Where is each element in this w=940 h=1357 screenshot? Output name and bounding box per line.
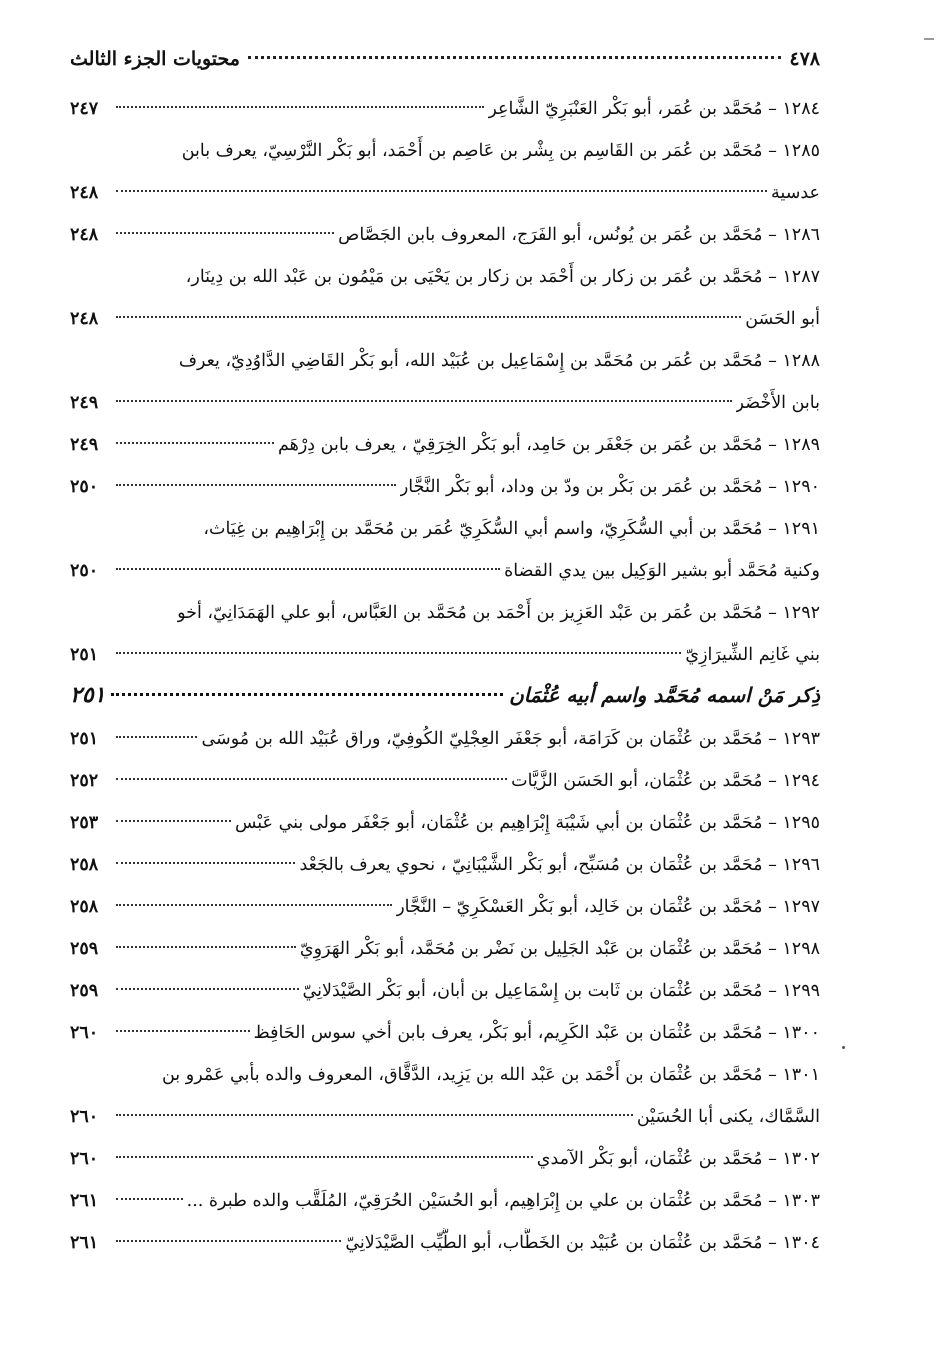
toc-entry xyxy=(70,346,820,430)
entry-page-number: ٢٤٧ xyxy=(70,99,99,119)
dot-leader xyxy=(116,568,500,570)
toc-entry xyxy=(70,1228,820,1270)
toc-entry xyxy=(70,892,820,934)
dot-leader xyxy=(116,1114,633,1116)
entries-list-b xyxy=(70,724,820,1270)
toc-entry xyxy=(70,262,820,346)
entry-text: أبو الحَسَن xyxy=(745,309,820,329)
toc-entry xyxy=(70,724,820,766)
entry-text: ١٢٨٥ – مُحَمَّد بن عُمَر بن القَاسِم بن بِشْر بن عَاصِم بن أَحْمَد، أبو بَكْر النَّرْسِيّ، يعرف بابن xyxy=(181,141,820,161)
entry-text: ١٢٩٥ – مُحَمَّد بن عُثْمَان بن أبي شَيْبَة إِبْرَاهِيم بن عُثْمَان، أبو جَعْفَر مولى بني عَبْس xyxy=(234,813,820,833)
toc-entry xyxy=(70,976,820,1018)
toc-entry xyxy=(70,94,820,136)
entry-page-number: ٢٦٠ xyxy=(70,1149,99,1169)
toc-entry xyxy=(70,850,820,892)
dot-leader xyxy=(116,442,274,444)
header-leader xyxy=(248,56,781,59)
entry-text: ١٣٠٣ – مُحَمَّد بن عُثْمَان بن علي بن إِبْرَاهِيم، أبو الحُسَيْن الحُرَقِيّ، المُلَقَّب والده طبرة ... xyxy=(186,1191,820,1211)
entry-line xyxy=(70,262,820,304)
entry-page-number: ٢٤٩ xyxy=(70,435,99,455)
entry-text: ١٢٨٤ – مُحَمَّد بن عُمَر، أبو بَكْر العَنْبَرِيّ الشَّاعِر xyxy=(488,99,820,119)
entry-text: ١٢٨٨ – مُحَمَّد بن عُمَر بن مُحَمَّد بن إِسْمَاعِيل بن عُبَيْد الله، أبو بَكْر القَاضِي الدَّاوُدِيّ، يعرف xyxy=(178,351,820,371)
dot-leader xyxy=(116,820,231,822)
dot-leader xyxy=(116,1030,250,1032)
entry-page-number: ٢٥٩ xyxy=(70,939,99,959)
dot-leader xyxy=(116,778,507,780)
dot-leader xyxy=(116,652,681,654)
dot-leader xyxy=(116,1156,533,1158)
entry-text: ١٣٠٢ – مُحَمَّد بن عُثْمَان، أبو بَكْر الآمدي xyxy=(536,1149,820,1169)
toc-entry xyxy=(70,136,820,220)
entry-page-number: ٢٥٩ xyxy=(70,981,99,1001)
dot-leader xyxy=(116,400,732,402)
entry-text: ١٢٨٩ – مُحَمَّد بن عُمَر بن جَعْفَر بن حَامِد، أبو بَكْر الخِرَقِيّ ، يعرف بابن دِرْهَم xyxy=(277,435,820,455)
page-title: محتويات الجزء الثالث xyxy=(70,48,240,70)
entry-page-number: ٢٤٨ xyxy=(70,309,99,329)
entry-text: ١٢٩٦ – مُحَمَّد بن عُثْمَان بن مُسَبِّح، أبو بَكْر الشَّيْبَانِيّ ، نحوي يعرف بالجَعْد xyxy=(299,855,820,875)
toc-entry xyxy=(70,934,820,976)
entry-text: ١٢٨٦ – مُحَمَّد بن عُمَر بن يُونُس، أبو الفَرَج، المعروف بابن الجَصَّاص xyxy=(338,225,820,245)
entry-line xyxy=(70,724,820,766)
entry-line xyxy=(70,556,820,598)
entries-list-a xyxy=(70,94,820,682)
entry-text: ١٣٠١ – مُحَمَّد بن عُثْمَان بن أَحْمَد بن عَبْد الله بن يَزِيد، الدَّقَّاق، المعروف والده بأبي عَمْرو بن xyxy=(161,1065,820,1085)
toc-entry xyxy=(70,1018,820,1060)
entry-text: عدسية xyxy=(771,183,820,203)
entry-page-number: ٢٦٠ xyxy=(70,1023,99,1043)
dot-leader xyxy=(116,232,334,234)
entry-line xyxy=(70,640,820,682)
entry-page-number: ٢٥٨ xyxy=(70,855,99,875)
entry-text: ١٢٩٨ – مُحَمَّد بن عُثْمَان بن عَبْد الجَلِيل بن نَضْر بن مُحَمَّد، أبو بَكْر الهَرَوِيّ xyxy=(299,939,820,959)
toc-entry xyxy=(70,808,820,850)
entry-line xyxy=(70,1060,820,1102)
toc-entry xyxy=(70,598,820,682)
dot-leader xyxy=(116,190,767,192)
toc-entry xyxy=(70,514,820,598)
entry-line xyxy=(70,304,820,346)
entry-page-number: ٢٥١ xyxy=(70,645,99,665)
entry-line xyxy=(70,388,820,430)
entry-page-number: ٢٦٠ xyxy=(70,1107,99,1127)
entry-line xyxy=(70,1144,820,1186)
page-number: ٤٧٨ xyxy=(789,48,820,70)
toc-entry xyxy=(70,430,820,472)
entry-line xyxy=(70,1228,820,1270)
entry-line xyxy=(70,934,820,976)
dot-leader xyxy=(116,484,396,486)
entry-line xyxy=(70,346,820,388)
entry-page-number: ٢٥٢ xyxy=(70,771,99,791)
entry-line xyxy=(70,1102,820,1144)
dot-leader xyxy=(116,316,741,318)
entry-line xyxy=(70,178,820,220)
section-heading xyxy=(70,682,820,724)
toc-entry xyxy=(70,1060,820,1144)
entry-page-number: ٢٦١ xyxy=(70,1191,99,1211)
entry-text: ١٢٩٠ – مُحَمَّد بن عُمَر بن بَكْر بن ودّ بن وداد، أبو بَكْر النَّجَّار xyxy=(399,477,820,497)
dot-leader xyxy=(116,862,295,864)
page-header xyxy=(70,48,820,94)
entry-page-number: ٢٥٣ xyxy=(70,813,99,833)
entry-page-number: ٢٥١ xyxy=(70,729,99,749)
dot-leader xyxy=(116,1240,341,1242)
entry-text: ١٢٩٢ – مُحَمَّد بن عُمَر بن عَبْد العَزِيز بن أَحْمَد بن مُحَمَّد بن العَبَّاس، أبو علي الهَمَدَانِيّ، أخو xyxy=(177,603,820,623)
dot-leader xyxy=(116,946,296,948)
entry-line xyxy=(70,850,820,892)
entry-text: ١٣٠٠ – مُحَمَّد بن عُثْمَان بن عَبْد الكَرِيم، أبو بَكْر، يعرف بابن أخي سوس الحَافِظ xyxy=(253,1023,820,1043)
entry-page-number: ٢٦١ xyxy=(70,1233,99,1253)
entry-text: ١٢٩٩ – مُحَمَّد بن عُثْمَان بن ثَابت بن إِسْمَاعِيل بن أبان، أبو بَكْر الصَّيْدَلانِيّ xyxy=(302,981,820,1001)
entry-line xyxy=(70,472,820,514)
entry-text: ١٢٩١ – مُحَمَّد بن أبي السُّكَرِيّ، واسم أبي السُّكَرِيّ عُمَر بن مُحَمَّد بن إِبْرَاهِيم بن غِيَاث، xyxy=(203,519,820,539)
entry-line xyxy=(70,514,820,556)
entry-line xyxy=(70,892,820,934)
toc-entry xyxy=(70,220,820,262)
entry-text: ١٢٩٣ – مُحَمَّد بن عُثْمَان بن كَرَامَة، أبو جَعْفَر العِجْلِيّ الكُوفِيّ، وراق عُبَيْد الله بن مُوسَى xyxy=(201,729,820,749)
toc-entry xyxy=(70,766,820,808)
entry-line xyxy=(70,94,820,136)
dot-leader xyxy=(116,736,197,738)
entry-line xyxy=(70,1018,820,1060)
entry-line xyxy=(70,136,820,178)
entry-text: ١٢٩٧ – مُحَمَّد بن عُثْمَان بن خَالِد، أبو بَكْر العَسْكَرِيّ – النَّجَّار xyxy=(396,897,820,917)
contents-page xyxy=(70,48,820,1270)
entry-line xyxy=(70,220,820,262)
entry-text: بني غَانِم الشِّيرَازِيّ xyxy=(685,645,820,665)
entry-text: وكنية مُحَمَّد أبو بشير الوَكِيل بين يدي القضاة xyxy=(504,561,820,581)
entry-line xyxy=(70,1186,820,1228)
entry-text: السَّمَّاك، يكنى أبا الحُسَيْن xyxy=(636,1107,820,1127)
dot-leader xyxy=(116,988,299,990)
dot-leader xyxy=(116,904,392,906)
margin-mark xyxy=(924,38,934,40)
toc-entry xyxy=(70,472,820,514)
entry-line xyxy=(70,976,820,1018)
entry-page-number: ٢٤٨ xyxy=(70,225,99,245)
entry-page-number: ٢٥٠ xyxy=(70,561,99,581)
dot-leader xyxy=(116,1198,183,1200)
dot-leader xyxy=(116,106,484,108)
entry-line xyxy=(70,598,820,640)
margin-dot xyxy=(842,1046,845,1049)
entry-text: بابن الأَخْضَر xyxy=(735,393,820,413)
entry-line xyxy=(70,430,820,472)
entry-text: ١٢٩٤ – مُحَمَّد بن عُثْمَان، أبو الحَسَن الزَّيَّات xyxy=(511,771,820,791)
entry-page-number: ٢٤٨ xyxy=(70,183,99,203)
toc-entry xyxy=(70,1186,820,1228)
section-leader xyxy=(111,693,503,696)
entry-page-number: ٢٥٨ xyxy=(70,897,99,917)
section-title: ذِكر مَنْ اسمه مُحَمَّد واسم أبيه عُثْمَان xyxy=(509,683,820,707)
entry-text: ١٢٨٧ – مُحَمَّد بن عُمَر بن زكار بن أَحْمَد بن زكار بن يَحْيَى بن مَيْمُون بن عَبْد الله بن دِينَار، xyxy=(185,267,820,287)
entry-text: ١٣٠٤ – مُحَمَّد بن عُثْمَان بن عُبَيْد بن الخَطَّاب، أبو الطَّيِّب الصَّيْدَلانِيّ xyxy=(345,1233,820,1253)
entry-page-number: ٢٤٩ xyxy=(70,393,99,413)
section-page: ٢٥١ xyxy=(70,682,106,708)
toc-entry xyxy=(70,1144,820,1186)
entry-line xyxy=(70,766,820,808)
entry-page-number: ٢٥٠ xyxy=(70,477,99,497)
entry-line xyxy=(70,808,820,850)
